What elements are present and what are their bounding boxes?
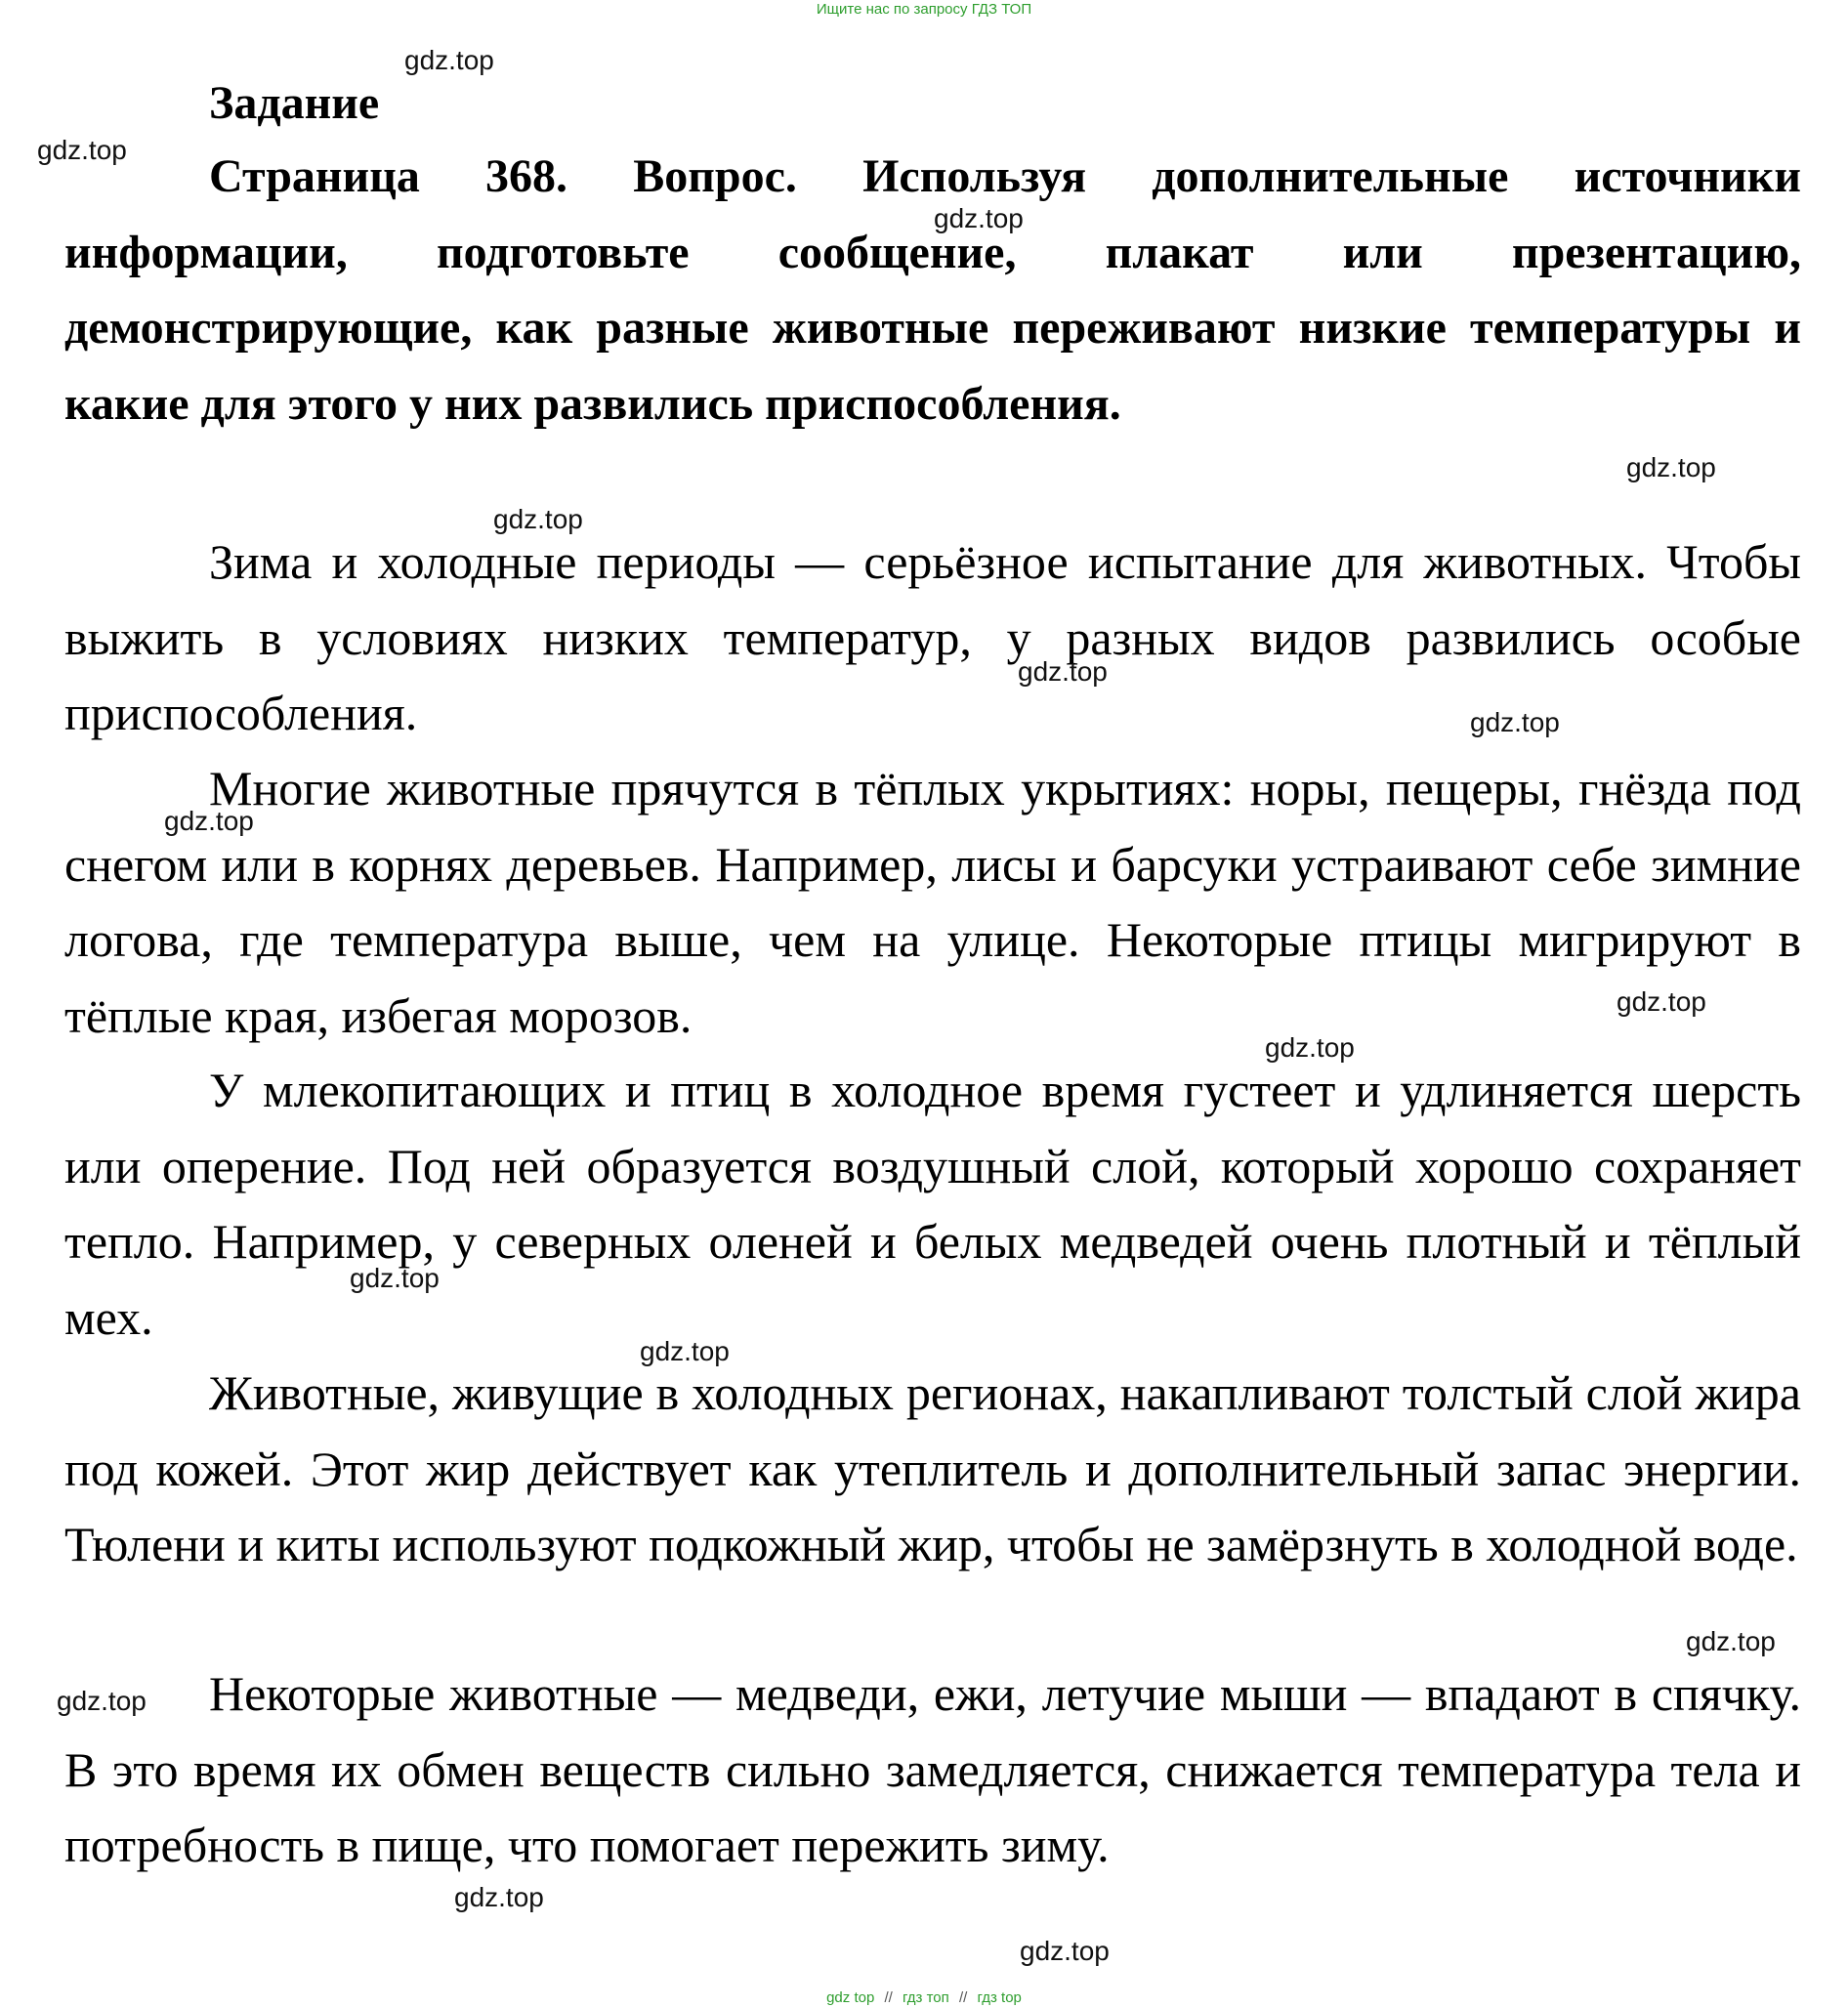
task-heading: Задание: [209, 77, 380, 129]
watermark: gdz.top: [57, 1686, 147, 1716]
watermark: gdz.top: [1265, 1032, 1355, 1063]
watermark: gdz.top: [1686, 1626, 1776, 1656]
watermark: gdz.top: [1617, 986, 1706, 1017]
footer-separator: //: [884, 1989, 893, 2006]
watermark: gdz.top: [493, 504, 583, 534]
answer-paragraph-1: Зима и холодные периоды — серьёзное испытание для животных. Чтобы выжить в условиях низких температур, у разных видов развились особые приспособления.: [64, 534, 1801, 740]
watermark: gdz.top: [37, 135, 127, 165]
watermark: gdz.top: [350, 1263, 440, 1293]
watermark: gdz.top: [1018, 656, 1108, 687]
watermark: gdz.top: [404, 45, 494, 75]
watermark: gdz.top: [1470, 707, 1560, 737]
answer-paragraph-2: Многие животные прячутся в тёплых укрытиях: норы, пещеры, гнёзда под снегом или в корнях деревьев. Например, лисы и барсуки устраивают себе зимние логова, где температура выше, чем на улице. Некоторые птицы мигрируют в тёплые края, избегая морозов.: [64, 761, 1801, 1043]
footer-link-3[interactable]: гдз top: [977, 1989, 1022, 2006]
footer-link-2[interactable]: гдз топ: [903, 1989, 949, 2006]
answer-paragraph-5: Некоторые животные — медведи, ежи, летучие мыши — впадают в спячку. В это время их обмен веществ сильно замедляется, снижается температура тела и потребность в пище, что помогает пережить зиму.: [64, 1666, 1801, 1872]
answer-paragraph-3: У млекопитающих и птиц в холодное время густеет и удлиняется шерсть или оперение. Под ней образуется воздушный слой, который хорошо сохраняет тепло. Например, у северных оленей и белых медведей очень плотный и тёплый мех.: [64, 1063, 1801, 1345]
footer: [0, 1988, 1848, 2008]
top-banner: Ищите нас по запросу ГДЗ ТОП: [816, 1, 1032, 18]
watermark: gdz.top: [934, 203, 1024, 233]
watermark: gdz.top: [164, 806, 254, 836]
watermark: gdz.top: [1020, 1936, 1110, 1966]
watermark: gdz.top: [1626, 452, 1716, 482]
footer-link-1[interactable]: gdz top: [826, 1989, 875, 2006]
answer-paragraph-4: Животные, живущие в холодных регионах, накапливают толстый слой жира под кожей. Этот жир действует как утеплитель и дополнительный запас энергии. Тюлени и киты используют подкожный жир, чтобы не замёрзнуть в холодной воде.: [64, 1365, 1801, 1571]
watermark: gdz.top: [640, 1336, 730, 1366]
watermark: gdz.top: [454, 1882, 544, 1912]
footer-separator: //: [958, 1989, 968, 2006]
question-text: Страница 368. Вопрос. Используя дополнительные источники информации, подготовьте сообщение, плакат или презентацию, демонстрирующие, как разные животные переживают низкие температуры и какие для этого у них развились приспособления.: [64, 150, 1801, 430]
